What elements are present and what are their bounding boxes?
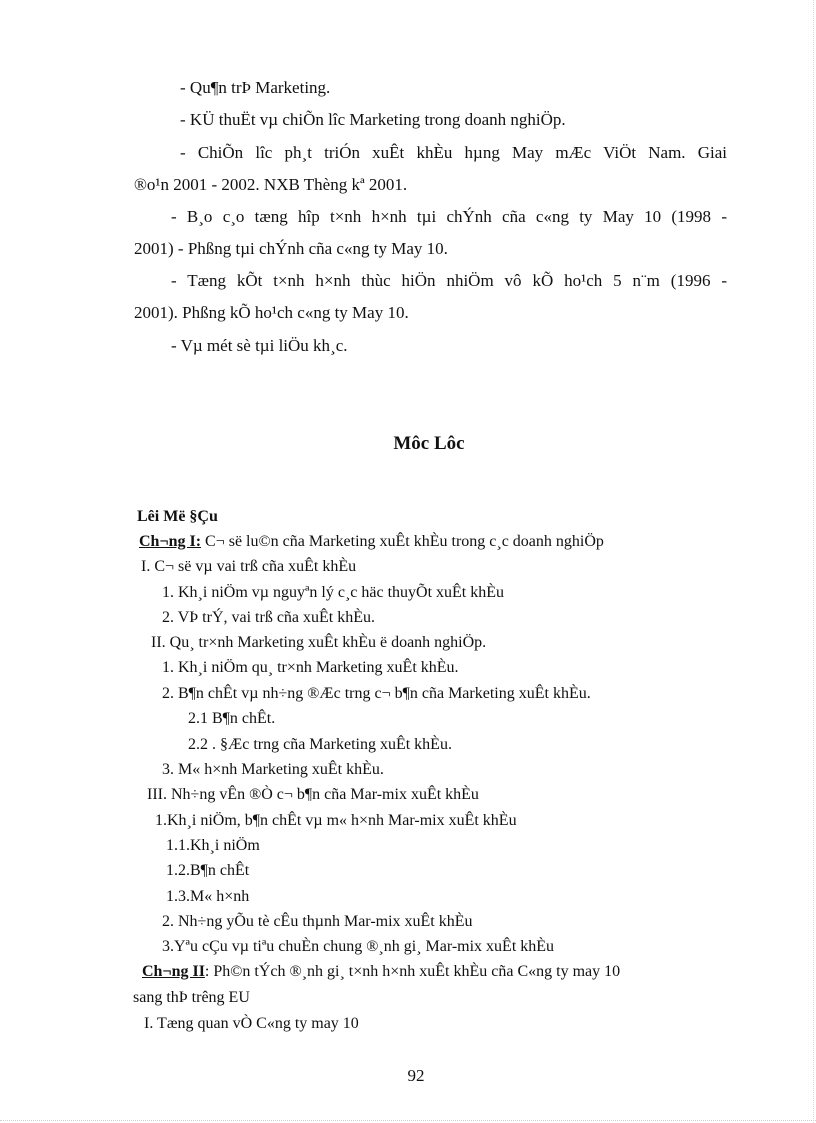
- reference-item: - Tæng kÕt t×nh h×nh thùc hiÖn nhiÖm vô kÕ ho¹ch 5 n¨m (1996 -: [171, 271, 727, 290]
- toc-item: 2. VÞ trÝ, vai trß cña xuÊt khÈu.: [162, 609, 376, 626]
- toc-item: I. C¬ së vµ vai trß cña xuÊt khÈu: [141, 558, 357, 575]
- reference-item: 2001). Phßng kÕ ho¹ch c«ng ty May 10.: [134, 303, 409, 322]
- toc-item: 1.1.Kh¸i niÖm: [166, 837, 260, 854]
- chapter-1-label: Ch¬ng I:: [139, 533, 202, 550]
- toc-item: 2. Nh÷ng yÕu tè cÊu thµnh Mar-mix xuÊt khÈu: [162, 913, 473, 930]
- page-bottom-border: [0, 1120, 816, 1121]
- toc-item: 1. Kh¸i niÖm vµ nguyªn lý c¸c häc thuyÕt xuÊt khÈu: [162, 584, 505, 601]
- reference-item: - KÜ thuËt vµ chiÕn lîc Marketing trong doanh nghiÖp.: [180, 110, 566, 129]
- reference-item: ®o¹n 2001 - 2002. NXB Thèng kª 2001.: [134, 175, 408, 194]
- reference-item: - B¸o c¸o tæng hîp t×nh h×nh tµi chÝnh cña c«ng ty May 10 (1998 -: [171, 207, 727, 226]
- toc-chapter-1: [139, 532, 604, 552]
- toc-title: Môc Lôc: [393, 433, 465, 454]
- toc-item: II. Qu¸ tr×nh Marketing xuÊt khÈu ë doanh nghiÖp.: [151, 634, 487, 651]
- toc-item: 2. B¶n chÊt vµ nh÷ng ®Æc trng c¬ b¶n cña Marketing xuÊt khÈu.: [162, 685, 591, 702]
- page-number: 92: [407, 1066, 425, 1085]
- reference-item: 2001) - Phßng tµi chÝnh cña c«ng ty May 10.: [134, 239, 448, 258]
- toc-chapter-2-continued: sang thÞ trêng EU: [133, 989, 250, 1006]
- page-right-border: [813, 0, 814, 1123]
- toc-item: 1. Kh¸i niÖm qu¸ tr×nh Marketing xuÊt khÈu.: [162, 659, 459, 676]
- toc-item: 1.Kh¸i niÖm, b¶n chÊt vµ m« h×nh Mar-mix xuÊt khÈu: [155, 812, 517, 829]
- toc-item: 3. M« h×nh Marketing xuÊt khÈu.: [162, 761, 384, 778]
- chapter-2-label: Ch¬ng II: [142, 963, 205, 980]
- toc-item: 2.2 . §Æc trng cña Marketing xuÊt khÈu.: [188, 736, 452, 753]
- reference-item: - ChiÕn lîc ph¸t triÓn xuÊt khÈu hµng May mÆc ViÖt Nam. Giai: [180, 143, 727, 162]
- toc-item: 3.Yªu cÇu vµ tiªu chuÈn chung ®¸nh gi¸ Mar-mix xuÊt khÈu: [162, 938, 555, 955]
- toc-item: III. Nh÷ng vÊn ®Ò c¬ b¶n cña Mar-mix xuÊt khÈu: [147, 786, 479, 803]
- toc-chapter-2: [142, 962, 620, 982]
- reference-item: - Qu¶n trÞ Marketing.: [180, 78, 331, 97]
- toc-item: 1.3.M« h×nh: [166, 888, 250, 905]
- toc-intro: Lêi Më §Çu: [137, 508, 218, 525]
- chapter-2-title: : Ph©n tÝch ®¸nh gi¸ t×nh h×nh xuÊt khÈu cña C«ng ty may 10: [204, 963, 621, 980]
- reference-item: - Vµ mét sè tµi liÖu kh¸c.: [171, 336, 348, 355]
- toc-item: 1.2.B¶n chÊt: [166, 862, 250, 879]
- toc-item: I. Tæng quan vÒ C«ng ty may 10: [144, 1015, 359, 1032]
- toc-item: 2.1 B¶n chÊt.: [188, 710, 276, 727]
- chapter-1-title: C¬ së lu©n cña Marketing xuÊt khÈu trong c¸c doanh nghiÖp: [201, 533, 604, 550]
